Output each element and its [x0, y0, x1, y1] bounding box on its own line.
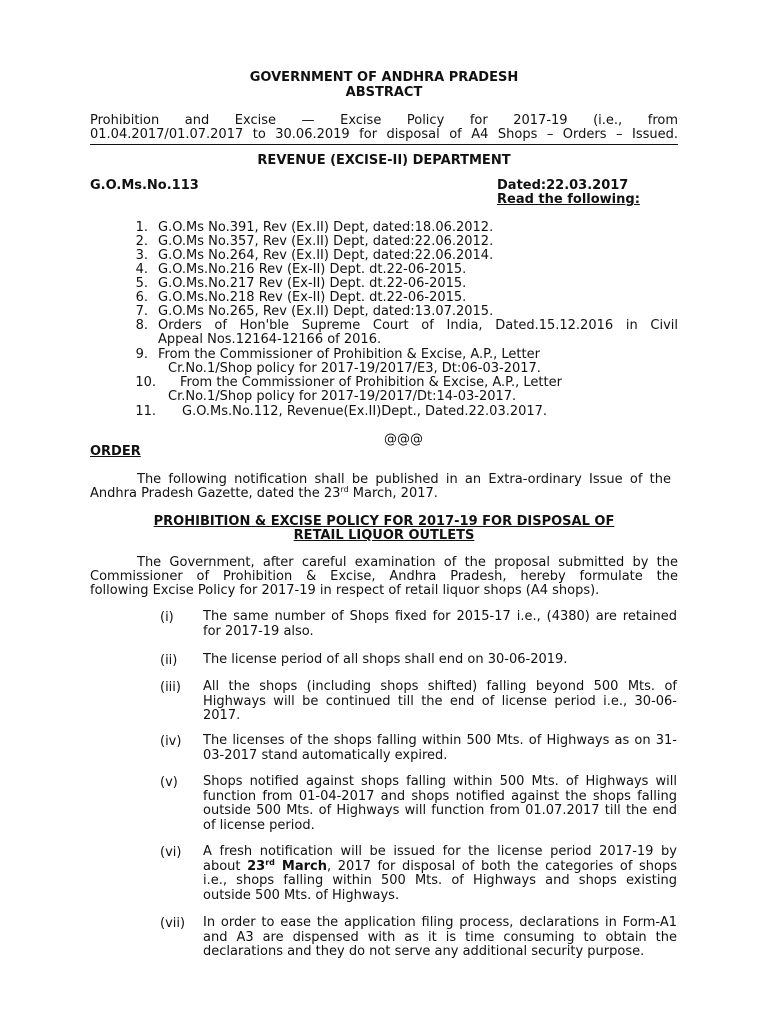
ref-text: G.O.Ms No.391, Rev (Ex.II) Dept, dated:18.06.2012. [158, 220, 494, 235]
clause-number: (iv) [160, 734, 182, 749]
clause-text: The same number of Shops fixed for 2015-17 i.e., (4380) are retained for 2017-19 also. [203, 609, 677, 639]
clause-text [203, 845, 677, 903]
ref-text: G.O.Ms.No.218 Rev (Ex-II) Dept. dt.22-06-2015. [158, 290, 467, 305]
clause-number: (vi) [160, 845, 182, 860]
ref-number: 2. [135, 234, 148, 249]
order-heading: ORDER [90, 444, 141, 459]
go-date: Dated:22.03.2017 [497, 178, 629, 193]
policy-title-line-1: PROHIBITION & EXCISE POLICY FOR 2017-19 FOR DISPOSAL OF [153, 514, 615, 529]
ref-number: 6. [135, 290, 148, 305]
clause-number: (vii) [160, 916, 186, 931]
clause-bold-suffix: rd [265, 857, 275, 867]
notification-line-1: The following notification shall be published in an Extra-ordinary Issue of the [137, 472, 671, 487]
ref-number: 10. [135, 375, 156, 390]
ref-number: 8. [135, 318, 148, 333]
separator-mark: @@@ [384, 432, 423, 447]
ref-text: G.O.Ms No.265, Rev (Ex.II) Dept, dated:13.07.2015. [158, 304, 494, 319]
ref-text: G.O.Ms.No.112, Revenue(Ex.II)Dept., Dated.22.03.2017. [182, 404, 548, 419]
ref-number: 1. [135, 220, 148, 235]
intro-line-2: Commissioner of Prohibition & Excise, Andhra Pradesh, hereby formulate the [90, 569, 678, 584]
ref-number: 4. [135, 262, 148, 277]
clause-text: Shops notified against shops falling within 500 Mts. of Highways will function from 01-04-2017 and shops notified against the shops falling outside 500 Mts. of Highways will function from 01.07.2017 till the end of license period. [203, 774, 677, 833]
ref-text: G.O.Ms.No.217 Rev (Ex-II) Dept. dt.22-06-2015. [158, 276, 467, 291]
read-following: Read the following: [497, 192, 640, 207]
government-title: GOVERNMENT OF ANDHRA PRADESH [249, 70, 519, 85]
clause-number: (ii) [160, 653, 178, 668]
ref-number: 3. [135, 248, 148, 263]
notification-date-rest: March, 2017. [348, 486, 438, 501]
subject-line-2: 01.04.2017/01.07.2017 to 30.06.2019 for disposal of A4 Shops – Orders – Issued. [90, 127, 678, 142]
clause-text: All the shops (including shops shifted) falling beyond 500 Mts. of Highways will be continued till the end of license period i.e., 30-06-2017. [203, 679, 677, 723]
clause-bold-date: 23 [247, 858, 266, 874]
abstract-title: ABSTRACT [345, 85, 423, 100]
ref-text: Orders of Hon'ble Supreme Court of India, Dated.15.12.2016 in Civil [158, 318, 678, 333]
clause-number: (i) [160, 610, 174, 625]
ref-text: G.O.Ms.No.216 Rev (Ex-II) Dept. dt.22-06-2015. [158, 262, 467, 277]
clause-text: In order to ease the application filing process, declarations in Form-A1 and A3 are dispensed with as it is time consuming to obtain the declarations and they do not serve any additional security purpose. [203, 915, 677, 959]
ref-text-continued: Cr.No.1/Shop policy for 2017-19/2017/Dt:14-03-2017. [168, 389, 517, 404]
clause-number: (iii) [160, 680, 181, 695]
notification-line-2 [90, 486, 438, 501]
ref-text-continued: Appeal Nos.12164-12166 of 2016. [158, 332, 382, 347]
ref-number: 5. [135, 276, 148, 291]
ref-text-continued: Cr.No.1/Shop policy for 2017-19/2017/E3, Dt:06-03-2017. [168, 361, 541, 376]
ref-text: G.O.Ms No.357, Rev (Ex.II) Dept, dated:22.06.2012. [158, 234, 494, 249]
header-divider [90, 144, 678, 145]
policy-title-line-2: RETAIL LIQUOR OUTLETS [293, 528, 475, 543]
clause-number: (v) [160, 775, 178, 790]
notification-date-text: Andhra Pradesh Gazette, dated the 23 [90, 486, 341, 501]
subject-line-1: Prohibition and Excise — Excise Policy for 2017-19 (i.e., from [90, 113, 678, 128]
clause-bold-month: March [274, 858, 328, 874]
ref-number: 7. [135, 304, 148, 319]
department-title: REVENUE (EXCISE-II) DEPARTMENT [257, 153, 511, 168]
ref-number: 9. [135, 347, 148, 362]
clause-text: The licenses of the shops falling within 500 Mts. of Highways as on 31-03-2017 stand automatically expired. [203, 733, 677, 763]
intro-line-1: The Government, after careful examination of the proposal submitted by the [137, 555, 678, 570]
clause-text: The license period of all shops shall end on 30-06-2019. [203, 652, 568, 667]
clause-text-part: , 2017 for disposal of both the categories of shops i.e., shops falling within 500 Mts. of Highways and shops existing outside 500 Mts. of Highways. [203, 858, 678, 903]
clause-text-part: A fresh notification will be issued for the license period 2017-19 by about [203, 844, 677, 874]
go-number: G.O.Ms.No.113 [90, 178, 199, 193]
intro-line-3: following Excise Policy for 2017-19 in respect of retail liquor shops (A4 shops). [90, 583, 600, 598]
ref-text: From the Commissioner of Prohibition & Excise, A.P., Letter [158, 347, 540, 362]
notification-date-suffix: rd [340, 485, 349, 494]
ref-text: G.O.Ms No.264, Rev (Ex.II) Dept, dated:22.06.2014. [158, 248, 494, 263]
ref-text: From the Commissioner of Prohibition & Excise, A.P., Letter [180, 375, 562, 390]
ref-number: 11. [135, 404, 156, 419]
